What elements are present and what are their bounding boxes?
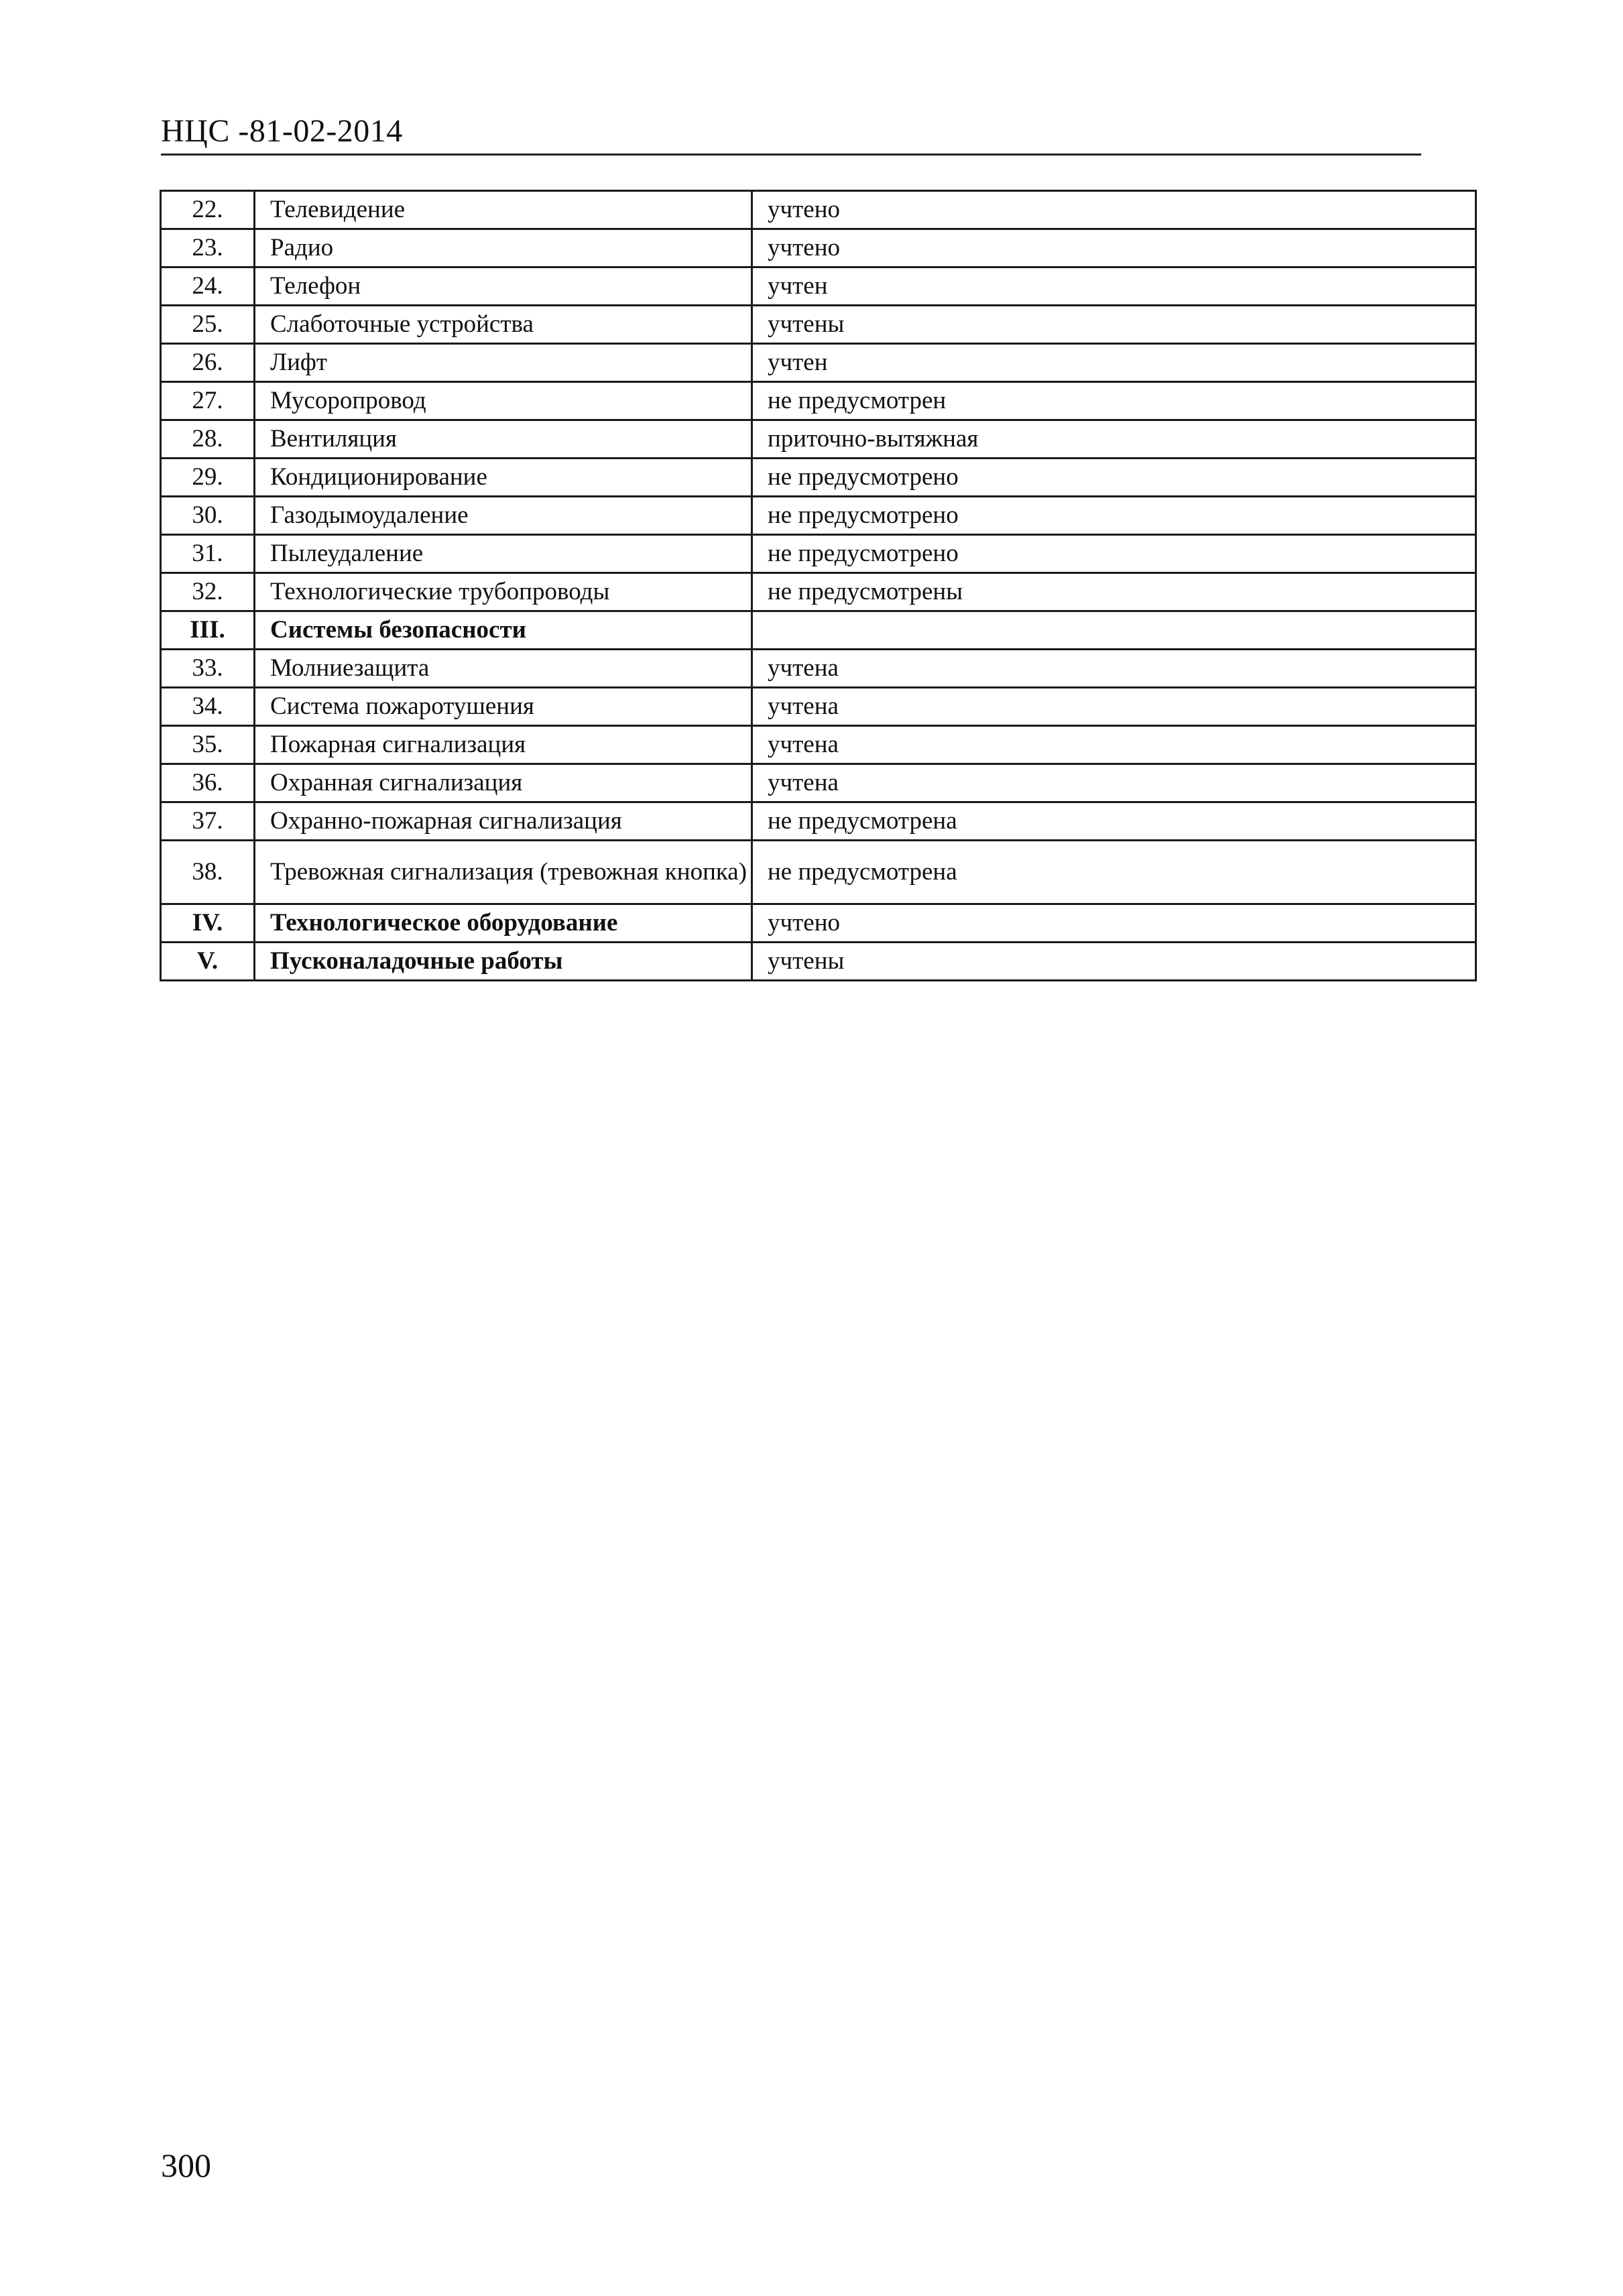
row-value: не предусмотрены <box>752 573 1476 611</box>
table-row <box>161 382 1476 420</box>
table-row <box>161 267 1476 306</box>
row-value: учтено <box>752 904 1476 943</box>
table-row <box>161 573 1476 611</box>
row-value: учтена <box>752 764 1476 802</box>
table-row <box>161 191 1476 229</box>
row-value: учтено <box>752 191 1476 229</box>
row-number: 32. <box>161 573 255 611</box>
row-number: 30. <box>161 497 255 535</box>
row-number: 26. <box>161 344 255 382</box>
row-number: 29. <box>161 459 255 497</box>
section-number: IV. <box>161 904 255 943</box>
row-name: Тревожная сигнализация (тревожная кнопка) <box>255 841 752 904</box>
row-name: Газодымоудаление <box>255 497 752 535</box>
table-row <box>161 497 1476 535</box>
row-name: Телевидение <box>255 191 752 229</box>
row-name: Молниезащита <box>255 650 752 688</box>
row-value: не предусмотрено <box>752 459 1476 497</box>
row-value: учтен <box>752 344 1476 382</box>
section-row <box>161 611 1476 650</box>
row-value: учтены <box>752 943 1476 981</box>
row-number: 28. <box>161 420 255 459</box>
table-row <box>161 726 1476 764</box>
row-value: не предусмотрена <box>752 802 1476 841</box>
section-title: Системы безопасности <box>255 611 752 650</box>
row-number: 35. <box>161 726 255 764</box>
row-value <box>752 611 1476 650</box>
row-value: не предусмотрено <box>752 535 1476 573</box>
row-name: Телефон <box>255 267 752 306</box>
table-row <box>161 344 1476 382</box>
row-number: 24. <box>161 267 255 306</box>
table-row <box>161 802 1476 841</box>
section-row <box>161 943 1476 981</box>
table-row <box>161 420 1476 459</box>
section-title: Технологическое оборудование <box>255 904 752 943</box>
table-row <box>161 764 1476 802</box>
row-name: Лифт <box>255 344 752 382</box>
row-name: Пожарная сигнализация <box>255 726 752 764</box>
row-number: 33. <box>161 650 255 688</box>
row-value: не предусмотрена <box>752 841 1476 904</box>
row-number: 25. <box>161 306 255 344</box>
row-value: не предусмотрен <box>752 382 1476 420</box>
table-row <box>161 841 1476 904</box>
table-row <box>161 535 1476 573</box>
systems-table <box>160 190 1477 981</box>
row-number: 36. <box>161 764 255 802</box>
row-value: учтены <box>752 306 1476 344</box>
row-name: Кондиционирование <box>255 459 752 497</box>
section-number: III. <box>161 611 255 650</box>
table-row <box>161 688 1476 726</box>
row-name: Мусоропровод <box>255 382 752 420</box>
document-code-header: НЦС -81-02-2014 <box>161 113 403 149</box>
row-name: Система пожаротушения <box>255 688 752 726</box>
row-name: Охранно-пожарная сигнализация <box>255 802 752 841</box>
table-row <box>161 229 1476 267</box>
row-name: Вентиляция <box>255 420 752 459</box>
row-number: 23. <box>161 229 255 267</box>
row-value: учтен <box>752 267 1476 306</box>
row-name: Охранная сигнализация <box>255 764 752 802</box>
row-name: Радио <box>255 229 752 267</box>
table-row <box>161 459 1476 497</box>
page-number: 300 <box>161 2147 211 2184</box>
row-name: Слаботочные устройства <box>255 306 752 344</box>
table-row <box>161 306 1476 344</box>
row-value: приточно-вытяжная <box>752 420 1476 459</box>
row-value: учтена <box>752 650 1476 688</box>
row-value: учтена <box>752 688 1476 726</box>
section-number: V. <box>161 943 255 981</box>
row-number: 37. <box>161 802 255 841</box>
row-number: 38. <box>161 841 255 904</box>
table-row <box>161 650 1476 688</box>
row-number: 31. <box>161 535 255 573</box>
row-name: Пылеудаление <box>255 535 752 573</box>
section-row <box>161 904 1476 943</box>
section-title: Пусконаладочные работы <box>255 943 752 981</box>
row-value: учтена <box>752 726 1476 764</box>
row-number: 22. <box>161 191 255 229</box>
row-number: 27. <box>161 382 255 420</box>
row-value: учтено <box>752 229 1476 267</box>
header-rule <box>161 154 1421 156</box>
row-value: не предусмотрено <box>752 497 1476 535</box>
row-name: Технологические трубопроводы <box>255 573 752 611</box>
row-number: 34. <box>161 688 255 726</box>
